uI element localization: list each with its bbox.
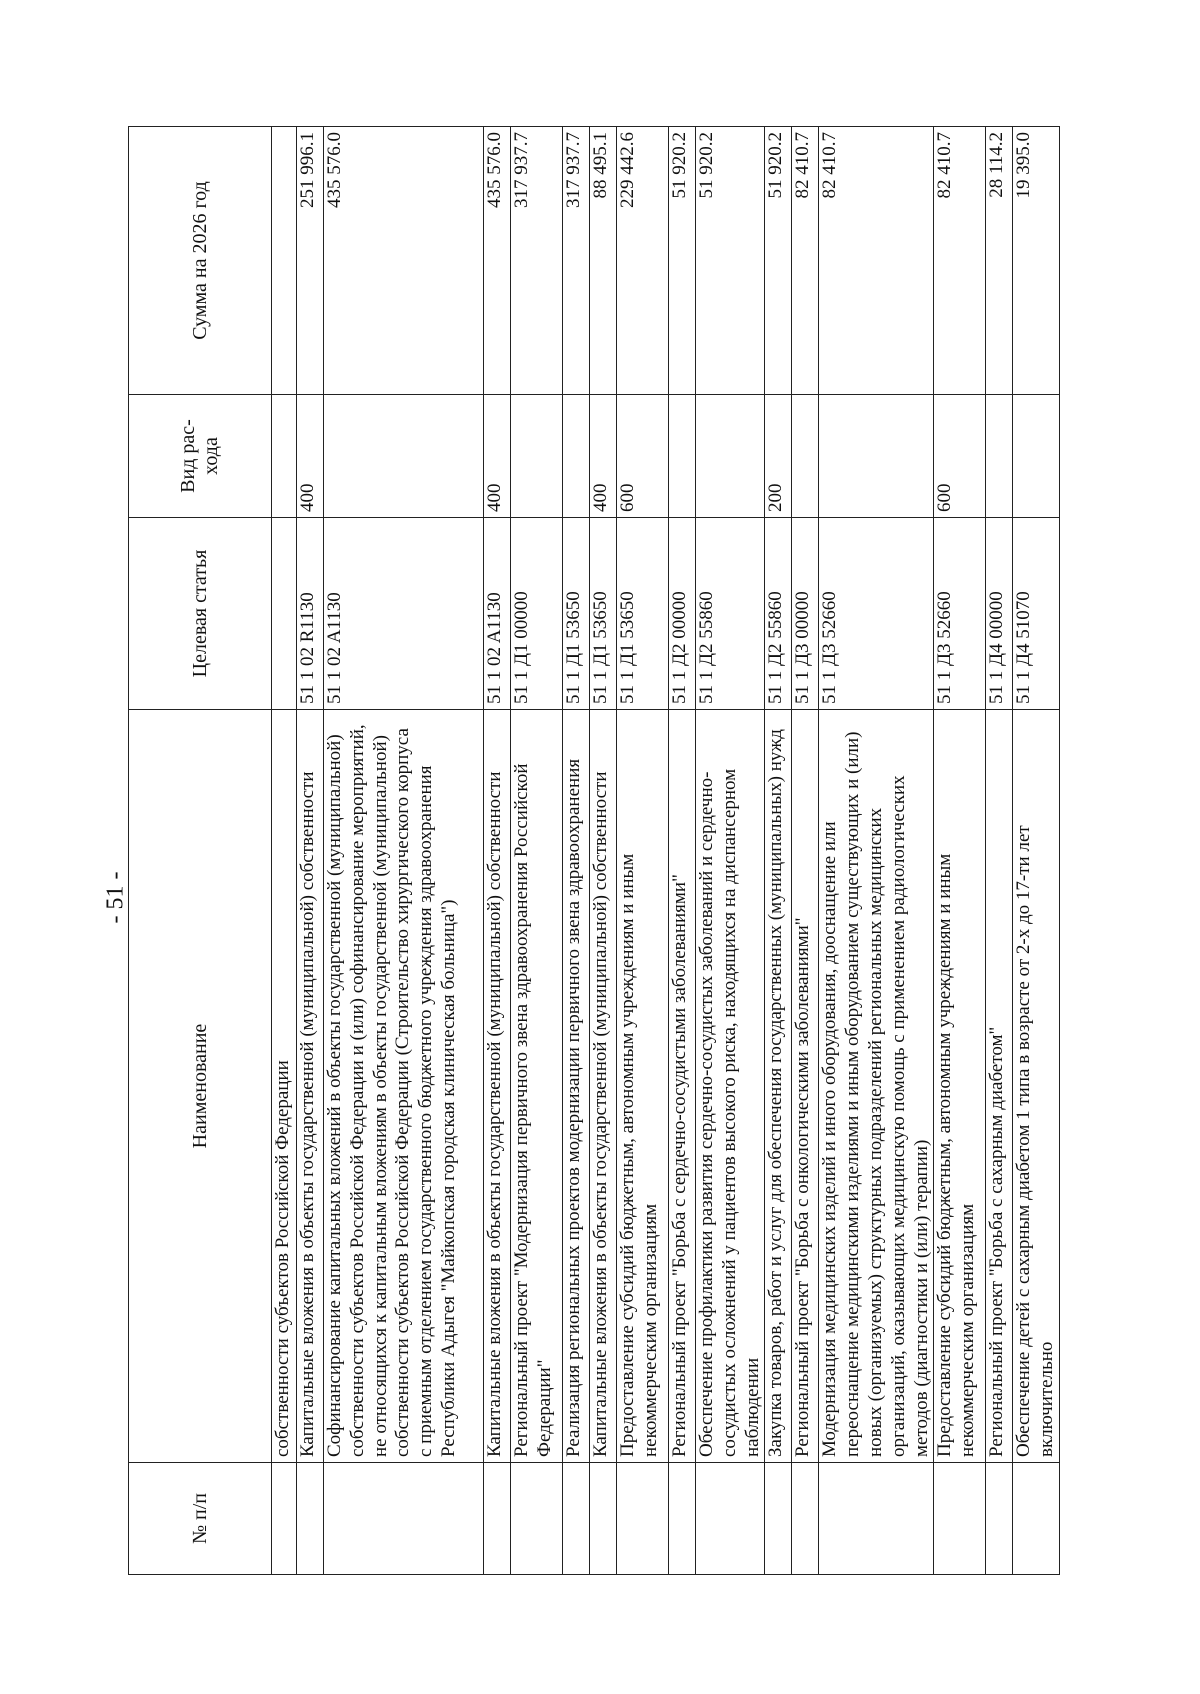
cell-sum: 51 920.2 (765, 127, 792, 395)
cell-no (511, 1463, 563, 1575)
cell-sum: 28 114.2 (986, 127, 1013, 395)
cell-name: Капитальные вложения в объекты государственной (муниципальной) собственности (484, 710, 511, 1463)
cell-target: 51 1 02 A1130 (324, 518, 484, 710)
cell-target: 51 1 Д2 55860 (696, 518, 765, 710)
cell-sum: 317 937.7 (563, 127, 590, 395)
cell-no (297, 1463, 324, 1575)
header-sum: Сумма на 2026 год (129, 127, 272, 395)
table-row (324, 127, 484, 1575)
cell-sum: 435 576.0 (324, 127, 484, 395)
table-header-row (129, 127, 272, 1575)
table-row (792, 127, 819, 1575)
cell-no (617, 1463, 669, 1575)
cell-sum (272, 127, 297, 395)
cell-sum: 51 920.2 (669, 127, 696, 395)
cell-expense: 600 (934, 395, 986, 518)
table-row (696, 127, 765, 1575)
table-row (617, 127, 669, 1575)
table-row (819, 127, 934, 1575)
cell-sum: 88 495.1 (590, 127, 617, 395)
cell-name: Региональный проект "Борьба с сердечно-сосудистыми заболеваниями" (669, 710, 696, 1463)
budget-table (128, 126, 1060, 1575)
cell-name: Капитальные вложения в объекты государственной (муниципальной) собственности (297, 710, 324, 1463)
cell-target: 51 1 Д1 53650 (617, 518, 669, 710)
cell-name: Модернизация медицинских изделий и иного оборудования, дооснащение или переоснащение медицинскими изделиями и иным оборудованием существующих и (или) новых (организуемых) структурных подразделений региональных медицинских организаций, оказывающих медицинскую помощь с применением радиологических методов (диагностики и (или) терапии) (819, 710, 934, 1463)
cell-name: Предоставление субсидий бюджетным, автономным учреждениям и иным некоммерческим организациям (934, 710, 986, 1463)
cell-name: Обеспечение профилактики развития сердечно-сосудистых заболеваний и сердечно-сосудистых осложнений у пациентов высокого риска, находящихся на диспансерном наблюдении (696, 710, 765, 1463)
cell-name: Региональный проект "Борьба с онкологическими заболеваниями" (792, 710, 819, 1463)
rotated-table-wrapper (128, 127, 1058, 1575)
cell-name: собственности субъектов Российской Федерации (272, 710, 297, 1463)
cell-name: Капитальные вложения в объекты государственной (муниципальной) собственности (590, 710, 617, 1463)
cell-target: 51 1 Д1 53650 (590, 518, 617, 710)
table-row (1013, 127, 1060, 1575)
cell-sum: 251 996.1 (297, 127, 324, 395)
cell-no (590, 1463, 617, 1575)
cell-sum: 82 410.7 (819, 127, 934, 395)
cell-expense (272, 395, 297, 518)
cell-no (986, 1463, 1013, 1575)
cell-no (934, 1463, 986, 1575)
cell-no (484, 1463, 511, 1575)
cell-target: 51 1 Д1 53650 (563, 518, 590, 710)
cell-target: 51 1 02 A1130 (484, 518, 511, 710)
cell-no (696, 1463, 765, 1575)
cell-no (272, 1463, 297, 1575)
table-body (272, 127, 1060, 1575)
cell-expense (696, 395, 765, 518)
cell-target: 51 1 Д3 00000 (792, 518, 819, 710)
cell-sum: 435 576.0 (484, 127, 511, 395)
cell-target: 51 1 Д2 00000 (669, 518, 696, 710)
cell-sum: 317 937.7 (511, 127, 563, 395)
table-row (765, 127, 792, 1575)
cell-expense: 400 (297, 395, 324, 518)
cell-target (272, 518, 297, 710)
cell-expense (792, 395, 819, 518)
cell-sum: 19 395.0 (1013, 127, 1060, 395)
cell-no (1013, 1463, 1060, 1575)
cell-expense (1013, 395, 1060, 518)
cell-expense (986, 395, 1013, 518)
cell-target: 51 1 Д4 00000 (986, 518, 1013, 710)
cell-name: Софинансирование капитальных вложений в объекты государственной (муниципальной) собственности субъектов Российской Федерации и (или) софинансирование мероприятий, не относящихся к капитальным вложениям в объекты государственной (муниципальной) собственности субъектов Российской Федерации (Строительство хирургического корпуса с приемным отделением государственного бюджетного учреждения здравоохранения Республики Адыгея "Майкопская городская клиническая больница") (324, 710, 484, 1463)
cell-expense: 400 (484, 395, 511, 518)
table-row (590, 127, 617, 1575)
cell-sum: 82 410.7 (934, 127, 986, 395)
cell-no (324, 1463, 484, 1575)
cell-name: Реализация региональных проектов модернизации первичного звена здравоохранения (563, 710, 590, 1463)
header-name: Наименование (129, 710, 272, 1463)
table-row (272, 127, 297, 1575)
cell-no (765, 1463, 792, 1575)
cell-name: Предоставление субсидий бюджетным, автономным учреждениям и иным некоммерческим организациям (617, 710, 669, 1463)
cell-expense (669, 395, 696, 518)
header-no: № п/п (129, 1463, 272, 1575)
table-row (511, 127, 563, 1575)
cell-expense (511, 395, 563, 518)
table-row (563, 127, 590, 1575)
cell-target: 51 1 Д3 52660 (934, 518, 986, 710)
cell-sum: 82 410.7 (792, 127, 819, 395)
cell-expense (324, 395, 484, 518)
cell-name: Закупка товаров, работ и услуг для обеспечения государственных (муниципальных) нужд (765, 710, 792, 1463)
cell-target: 51 1 Д3 52660 (819, 518, 934, 710)
cell-target: 51 1 Д2 55860 (765, 518, 792, 710)
cell-expense (819, 395, 934, 518)
cell-name: Обеспечение детей с сахарным диабетом 1 типа в возрасте от 2-х до 17-ти лет включительно (1013, 710, 1060, 1463)
page-number-text: - 51 - (102, 871, 129, 923)
table-row (934, 127, 986, 1575)
cell-target: 51 1 Д4 51070 (1013, 518, 1060, 710)
table-row (986, 127, 1013, 1575)
cell-expense: 400 (590, 395, 617, 518)
cell-target: 51 1 Д1 00000 (511, 518, 563, 710)
cell-no (563, 1463, 590, 1575)
table-row (669, 127, 696, 1575)
table-row (484, 127, 511, 1575)
cell-expense: 200 (765, 395, 792, 518)
cell-name: Региональный проект "Модернизация первичного звена здравоохранения Российской Федерации" (511, 710, 563, 1463)
header-expense: Вид рас- хода (129, 395, 272, 518)
cell-target: 51 1 02 R1130 (297, 518, 324, 710)
cell-no (669, 1463, 696, 1575)
cell-sum: 51 920.2 (696, 127, 765, 395)
cell-name: Региональный проект "Борьба с сахарным диабетом" (986, 710, 1013, 1463)
cell-no (792, 1463, 819, 1575)
cell-expense: 600 (617, 395, 669, 518)
header-target: Целевая статья (129, 518, 272, 710)
cell-sum: 229 442.6 (617, 127, 669, 395)
cell-expense (563, 395, 590, 518)
table-row (297, 127, 324, 1575)
cell-no (819, 1463, 934, 1575)
